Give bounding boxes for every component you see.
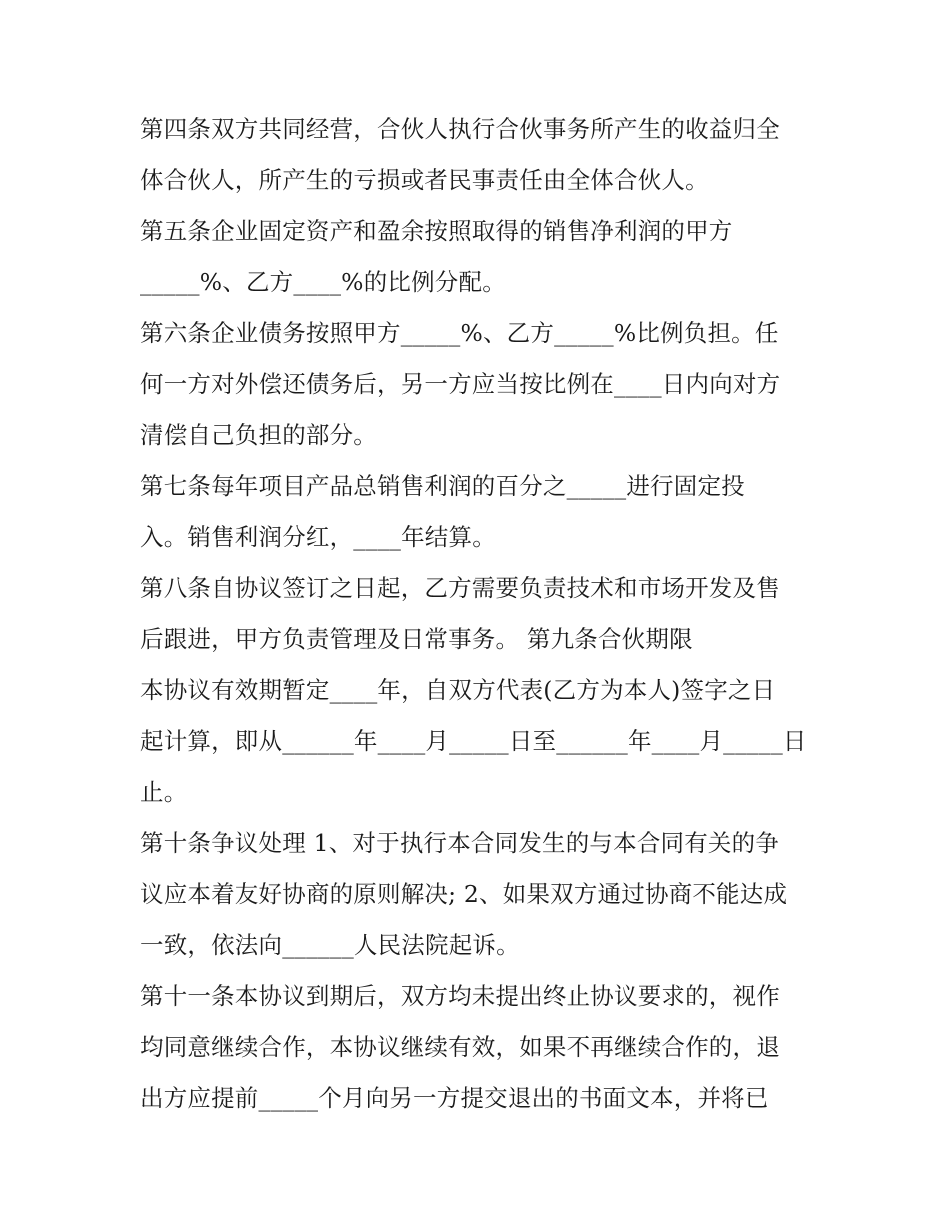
text-line: 入。销售利润分红，____年结算。 <box>140 523 496 551</box>
text-line: 本协议有效期暂定____年，自双方代表(乙方为本人)签字之日 <box>140 676 776 704</box>
text-line: 后跟进，甲方负责管理及日常事务。 第九条合伙期限 <box>140 625 693 653</box>
text-line: 第四条双方共同经营，合伙人执行合伙事务所产生的收益归全 <box>140 115 780 143</box>
text-line: 第八条自协议签订之日起，乙方需要负责技术和市场开发及售 <box>140 574 780 602</box>
text-line: 均同意继续合作，本协议继续有效，如果不再继续合作的，退 <box>140 1033 780 1061</box>
text-line: 起计算，即从______年____月_____日至______年____月_____日 <box>140 727 807 755</box>
text-line: 清偿自己负担的部分。 <box>140 421 377 449</box>
text-line: _____%、乙方____%的比例分配。 <box>140 268 506 296</box>
text-line: 议应本着友好协商的原则解决; 2、如果双方通过协商不能达成 <box>140 880 788 908</box>
text-line: 第五条企业固定资产和盈余按照取得的销售净利润的甲方 <box>140 217 733 245</box>
text-line: 何一方对外偿还债务后，另一方应当按比例在____日内向对方 <box>140 370 781 398</box>
text-line: 第六条企业债务按照甲方_____%、乙方_____%比例负担。任 <box>140 319 779 347</box>
text-line: 第十条争议处理 1、对于执行本合同发生的与本合同有关的争 <box>140 829 780 857</box>
text-line: 第七条每年项目产品总销售利润的百分之_____进行固定投 <box>140 472 745 500</box>
text-line: 止。 <box>140 778 188 806</box>
text-line: 第十一条本协议到期后，双方均未提出终止协议要求的，视作 <box>140 982 780 1010</box>
document-body <box>140 104 820 1124</box>
text-line: 出方应提前_____个月向另一方提交退出的书面文本，并将已 <box>140 1084 769 1112</box>
text-line: 一致，依法向______人民法院起诉。 <box>140 931 520 959</box>
text-line: 体合伙人，所产生的亏损或者民事责任由全体合伙人。 <box>140 166 709 194</box>
